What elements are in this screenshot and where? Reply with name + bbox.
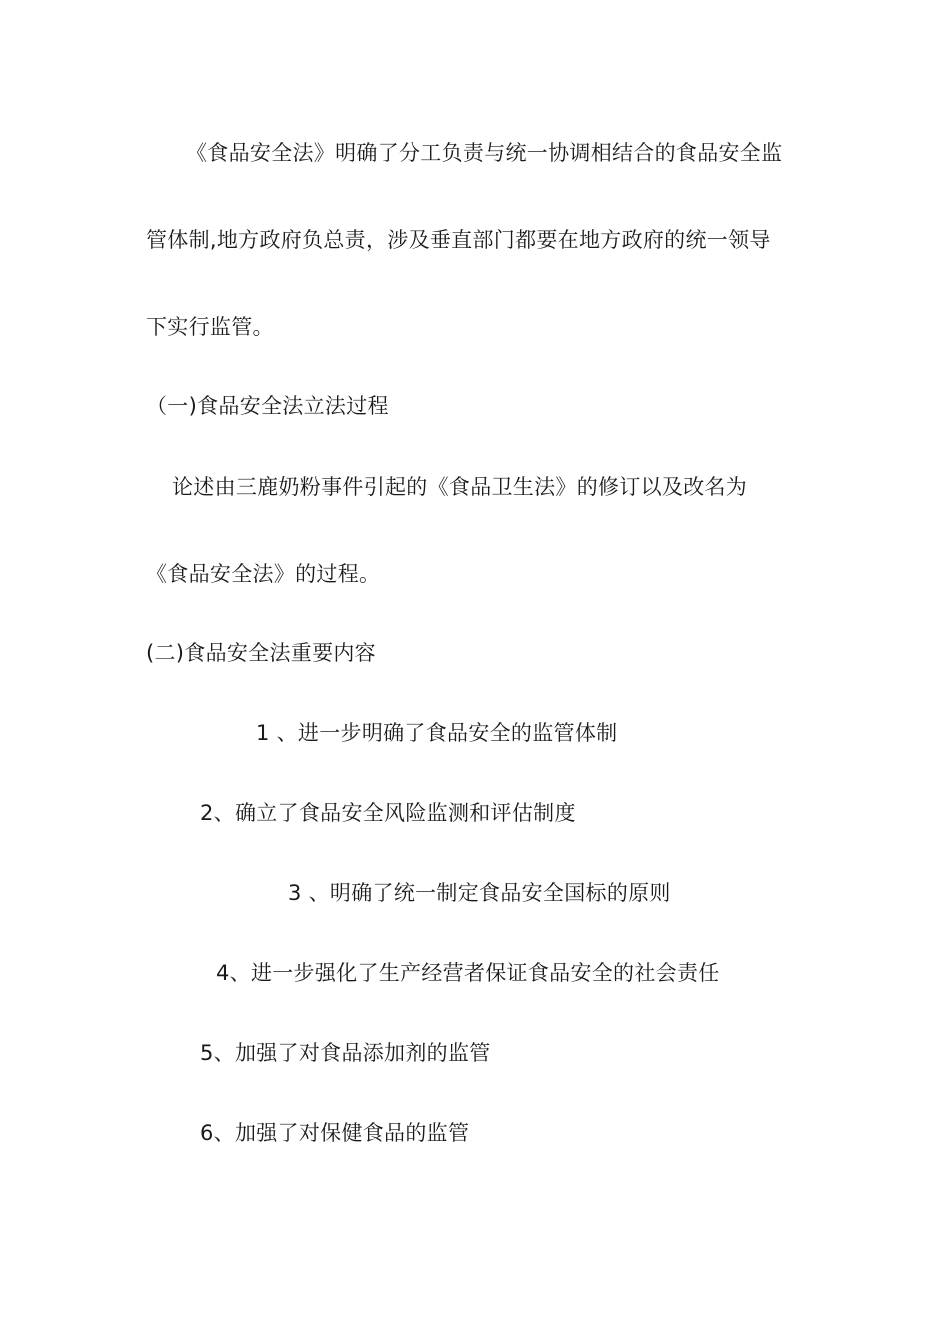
section-heading: (二)食品安全法重要内容	[146, 641, 376, 665]
list-item: 4、进一步强化了生产经营者保证食品安全的社会责任	[216, 961, 720, 985]
list-item: 2、确立了食品安全风险监测和评估制度	[200, 801, 576, 825]
paragraph-line: 下实行监管。	[146, 315, 274, 339]
paragraph-line: 《食品安全法》明确了分工负责与统一协调相结合的食品安全监	[186, 141, 783, 165]
section-heading: （一)食品安全法立法过程	[146, 394, 389, 418]
list-item: 5、加强了对食品添加剂的监管	[200, 1041, 491, 1065]
list-item: 1 、进一步明确了食品安全的监管体制	[256, 721, 618, 745]
paragraph-line: 《食品安全法》的过程。	[146, 562, 381, 586]
paragraph-line: 论述由三鹿奶粉事件引起的《食品卫生法》的修订以及改名为	[172, 475, 748, 499]
list-item: 6、加强了对保健食品的监管	[200, 1121, 470, 1145]
paragraph-line: 管体制,地方政府负总责，涉及垂直部门都要在地方政府的统一领导	[146, 228, 771, 252]
list-item: 3 、明确了统一制定食品安全国标的原则	[288, 881, 671, 905]
